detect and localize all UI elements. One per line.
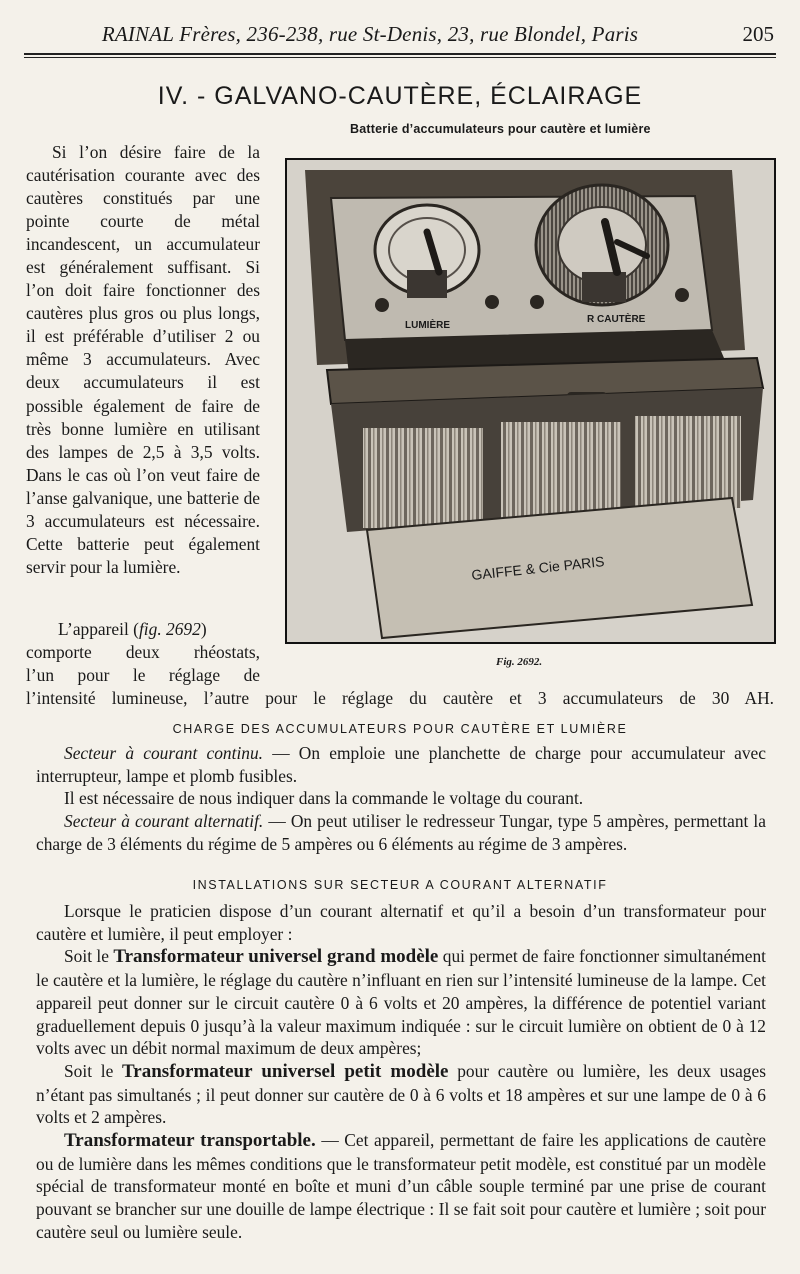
figure-battery-photo [285,158,776,644]
figure-label: Fig. 2692. [496,656,543,668]
dial-label-left: LUMIÈRE [405,320,450,331]
maker-mark: GAIFFE & Cie PARIS [470,553,606,583]
intro-line: l’intensité lumineuse, l’autre pour le réglage du cautère et 3 accumulateurs de 30 AH. [26,688,774,709]
page-number: 205 [742,22,774,46]
battery-illustration [287,160,774,642]
intro-line: l’un pour le réglage de [26,665,260,686]
intro-paragraph: Si l’on désire faire de la cautérisation courante avec des cautères constitués par une pointe courte de métal incandescent, un accumulateur est généralement suffisant. Si l’on doit faire fonctionner des cautères plus gros ou plus longs, il est préférable d’utiliser 2 ou même 3 accumulateurs. Avec deux accumulateurs il est possible également de faire de très bonne lumière en utilisant des lampes de 2,5 à 3,5 volts. Dans le cas où l’on veut faire de l’anse galvanique, une batterie de 3 accumulateurs est nécessaire. Cette batterie peut également servir pour la lumière. [26,142,260,577]
section-installations-body [36,900,766,1244]
paragraph: Lorsque le praticien dispose d’un courant alternatif et qu’il a besoin d’un transformateur pour cautère et lumière, il peut employer : [36,901,766,944]
paragraph: Soit le Transformateur universel grand modèle qui permet de faire fonctionner simultanément le cautère et la lumière, le réglage du cautère n’influant en rien sur l’intensité lumineuse de la lampe. Cet appareil peut donner sur le circuit cautère 0 à 6 volts et 20 ampères, la différence de potentiel variant graduellement depuis 0 jusqu’à la valeur maximum indiquée : sur le circuit lumière on obtient de 0 à 12 volts avec un débit normal maximum de deux ampères; [36,946,766,1059]
header-rule [24,53,776,55]
dial-label-right: R CAUTÈRE [587,314,646,325]
paragraph: Transformateur transportable. — Cet appareil, permettant de faire les applications de cautère ou de lumière dans les mêmes conditions que le transformateur petit modèle, est constitué par un modèle spécial de transformateur monté en boîte et muni d’un câble souple terminé par une prise de courant pouvant se brancher sur une douille de lampe électrique : Il se fait soit pour cautère et lumière ; soit pour cautère seul ou lumière seule. [36,1130,766,1242]
section-charge-body [36,742,766,856]
intro-line: comporte deux rhéostats, [26,642,260,663]
intro-continuation [26,618,774,710]
intro-line: L’appareil (fig. 2692) [58,619,207,639]
running-title: RAINAL Frères, 236-238, rue St-Denis, 23, rue Blondel, Paris [101,22,639,46]
chapter-title: IV. - GALVANO-CAUTÈRE, ÉCLAIRAGE [157,82,643,110]
paragraph: Il est nécessaire de nous indiquer dans la commande le voltage du courant. [64,788,584,809]
paragraph: Soit le Transformateur universel petit modèle pour cautère ou lumière, les deux usages n’étant pas simultanés ; il peut donner sur cautère de 0 à 6 volts et 18 ampères et sur une lampe de 0 à 6 volts et 2 ampères. [36,1060,766,1128]
figure-reference: fig. 2692 [138,619,201,639]
paragraph: Secteur à courant continu. — On emploie une planchette de charge pour accumulateur avec interrupteur, lampe et plomb fusibles. [36,743,766,786]
running-header [24,22,776,56]
section-heading-installations: INSTALLATIONS SUR SECTEUR A COURANT ALTERNATIF [192,878,608,892]
section-heading-charge: CHARGE DES ACCUMULATEURS POUR CAUTÈRE ET LUMIÈRE [172,722,628,736]
header-rule-thin [24,57,776,58]
paragraph: Secteur à courant alternatif. — On peut utiliser le redresseur Tungar, type 5 ampères, permettant la charge de 3 éléments du régime de 5 ampères ou 6 éléments au régime de 3 ampères. [36,811,766,854]
intro-column [26,141,260,579]
figure-top-caption: Batterie d’accumulateurs pour cautère et lumière [350,122,651,136]
